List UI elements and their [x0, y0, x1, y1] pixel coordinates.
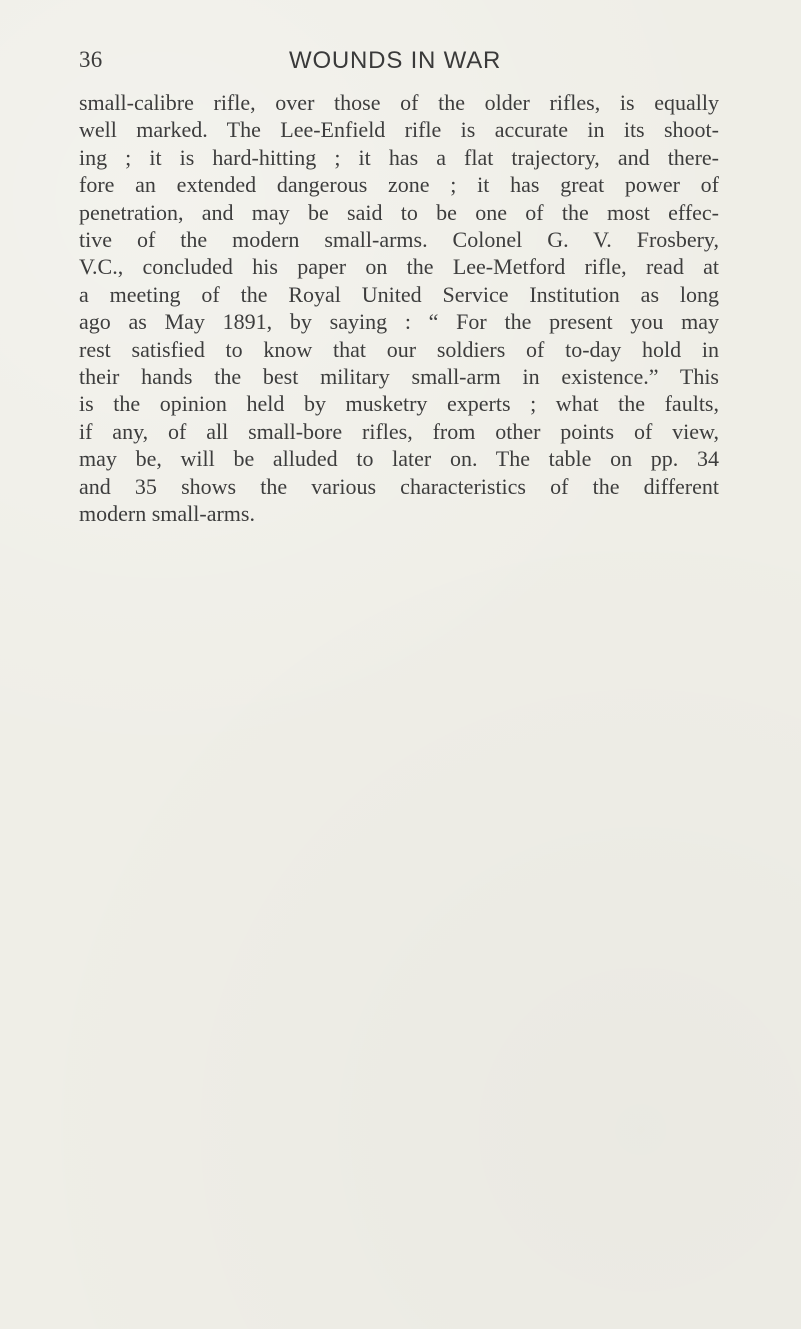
text-line: modern small-arms. [79, 501, 255, 527]
text-line: small-calibre rifle, over those of the older rifles, is equally [79, 90, 719, 115]
text-line: fore an extended dangerous zone ; it has great power of [79, 172, 719, 198]
text-line: tive of the modern small-arms. Colonel G. V. Frosbery, [79, 227, 719, 253]
text-line: may be, will be alluded to later on. The table on pp. 34 [79, 446, 719, 472]
text-line: V.C., concluded his paper on the Lee-Metford rifle, read at [79, 254, 719, 280]
running-head [79, 47, 729, 83]
text-line: ing ; it is hard-hitting ; it has a flat trajectory, and there- [79, 144, 719, 170]
text-line: well marked. The Lee-Enfield rifle is accurate in its shoot- [79, 117, 719, 143]
page-number: 36 [79, 47, 103, 72]
text-line: ago as May 1891, by saying : “ For the present you may [79, 309, 719, 335]
text-line: if any, of all small-bore rifles, from other points of view, [79, 418, 719, 444]
running-title: WOUNDS IN WAR [289, 47, 502, 74]
text-line: penetration, and may be said to be one of the most effec- [79, 199, 719, 225]
text-line: and 35 shows the various characteristics of the different [79, 473, 719, 499]
text-line: is the opinion held by musketry experts ; what the faults, [79, 391, 719, 417]
text-line: a meeting of the Royal United Service Institution as long [79, 281, 719, 307]
body-paragraph [79, 89, 719, 528]
text-line: rest satisfied to know that our soldiers of to-day hold in [79, 336, 719, 362]
text-line: their hands the best military small-arm in existence.” This [79, 364, 719, 390]
